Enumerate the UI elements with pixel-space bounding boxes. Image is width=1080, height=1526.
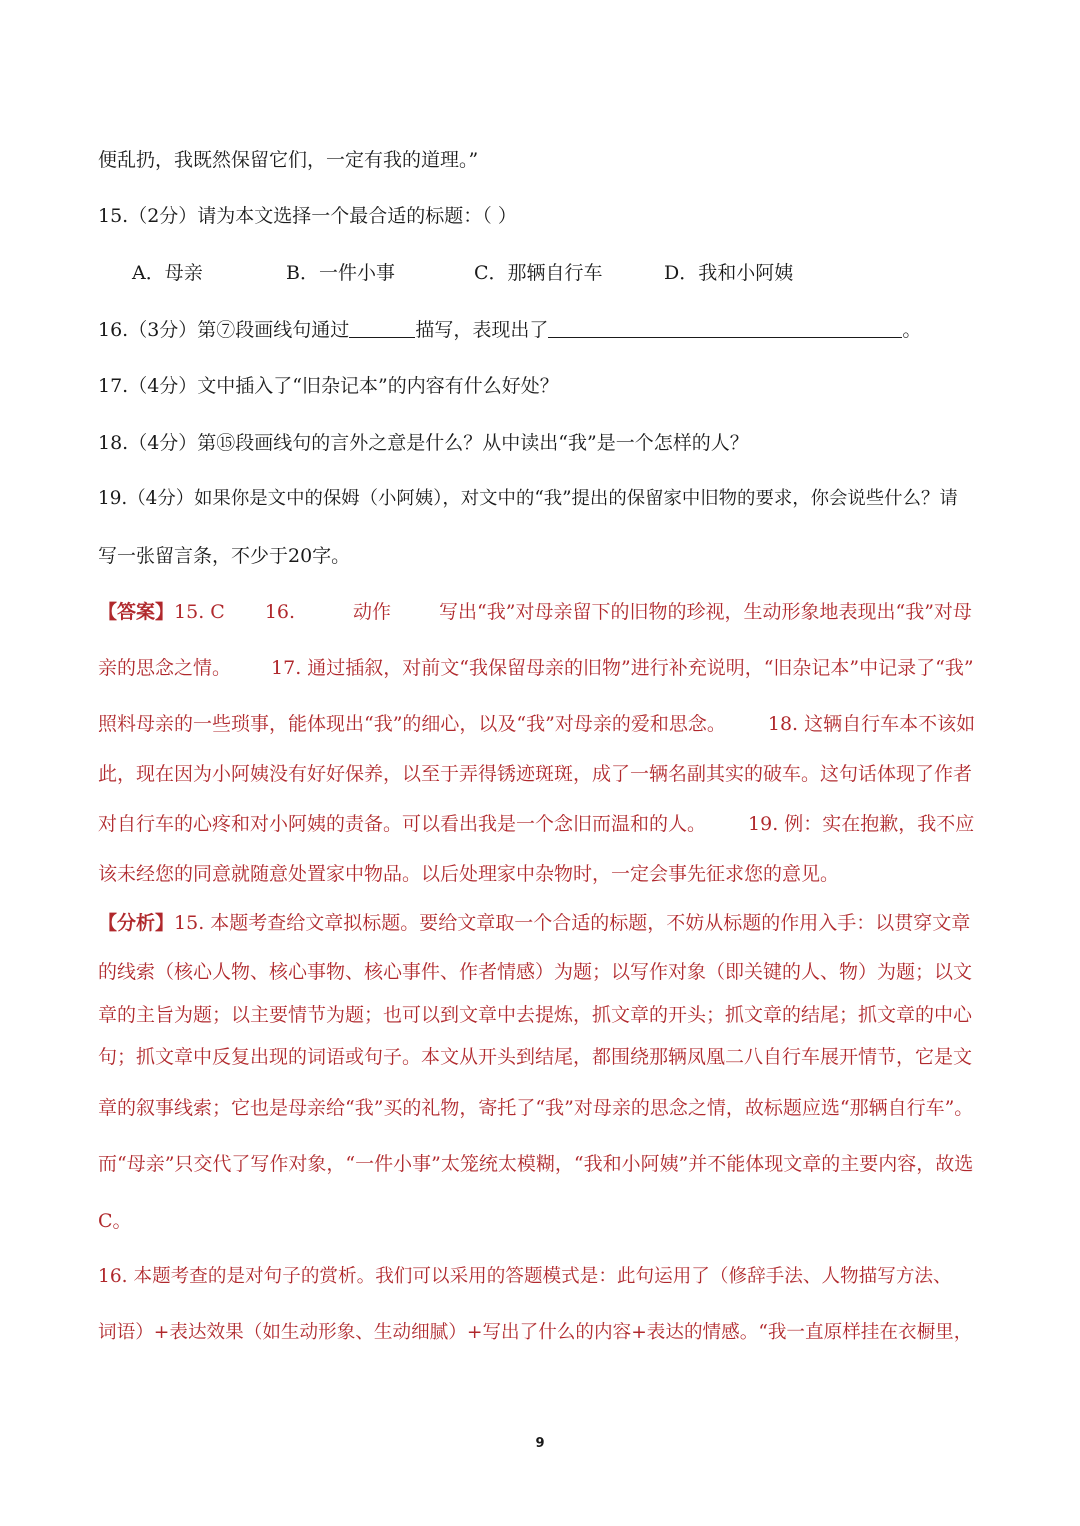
option-d: D．我和小阿姨 (664, 262, 794, 284)
analysis-line-9: 词语）+表达效果（如生动形象、生动细腻）+写出了什么的内容+表达的情感。“我一直原样挂在衣橱里， (98, 1322, 973, 1343)
answer-16-word: 动作 (353, 601, 392, 623)
question-17: 17.（4分）文中插入了“旧杂记本”的内容有什么好处？ (98, 375, 559, 397)
answer-line-2 (98, 656, 982, 680)
analysis-line-6: 而“母亲”只交代了写作对象，“一件小事”太笼统太模糊，“我和小阿姨”并不能体现文章的主要内容，故选 (98, 1153, 974, 1175)
answer-16-number: 16. (264, 601, 296, 623)
answer-tag: 【答案】 (98, 601, 175, 623)
analysis-15-start: 15. 本题考查给文章拟标题。要给文章取一个合适的标题，不妨从标题的作用入手：以贯穿文章 (174, 912, 971, 934)
question-19-line-1: 19.（4分）如果你是文中的保姆（小阿姨），对文中的“我”提出的保留家中旧物的要求，你会说些什么？请 (98, 488, 958, 509)
answer-line-1 (98, 600, 982, 624)
answer-line-3 (98, 712, 982, 736)
answer-17-end: 照料母亲的一些琐事，能体现出“我”的细心，以及“我”对母亲的爱和思念。 (98, 713, 726, 735)
answer-17: 17. 通过插叙，对前文“我保留母亲的旧物”进行补充说明，“旧杂记本”中记录了“我” (271, 657, 974, 679)
option-a: A．母亲 (132, 262, 203, 284)
question-16-part2: 描写，表现出了 (415, 319, 549, 341)
answer-19: 19. 例：实在抱歉，我不应 (748, 813, 975, 835)
analysis-line-2: 的线索（核心人物、核心事物、核心事件、作者情感）为题；以写作对象（即关键的人、物）为题；以文 (98, 961, 973, 983)
option-b: B．一件小事 (286, 262, 395, 284)
question-18: 18.（4分）第⑮段画线句的言外之意是什么？从中读出“我”是一个怎样的人？ (98, 432, 749, 454)
answer-18: 18. 这辆自行车本不该如 (767, 713, 976, 735)
answer-15: 15. C (174, 601, 225, 623)
question-16 (98, 318, 982, 342)
analysis-line-1 (98, 911, 982, 935)
question-19-line-2: 写一张留言条，不少于20字。 (98, 545, 351, 567)
answer-line-5 (98, 812, 982, 836)
answer-16-text: 写出“我”对母亲留下的旧物的珍视，生动形象地表现出“我”对母 (439, 601, 972, 623)
answer-blank-2 (548, 319, 902, 338)
analysis-line-3: 章的主旨为题；以主要情节为题；也可以到文章中去提炼，抓文章的开头；抓文章的结尾；抓文章的中心 (98, 1004, 973, 1026)
analysis-line-7: C。 (98, 1210, 132, 1232)
analysis-line-5: 章的叙事线索；它也是母亲给“我”买的礼物，寄托了“我”对母亲的思念之情，故标题应选“那辆自行车”。 (98, 1097, 974, 1119)
answer-line-4: 此，现在因为小阿姨没有好好保养，以至于弄得锈迹斑斑，成了一辆名副其实的破车。这句话体现了作者 (98, 763, 973, 785)
answer-blank-1 (349, 319, 415, 338)
question-16-part1: 16.（3分）第⑦段画线句通过 (98, 319, 350, 341)
question-15: 15.（2分）请为本文选择一个最合适的标题：（ ） (98, 205, 517, 227)
option-c: C．那辆自行车 (474, 262, 603, 284)
answer-line-6: 该未经您的同意就随意处置家中物品。以后处理家中杂物时，一定会事先征求您的意见。 (98, 863, 840, 885)
continuation-text: 便乱扔，我既然保留它们，一定有我的道理。” (98, 149, 479, 171)
question-16-part3: 。 (902, 319, 922, 341)
answer-18-end: 对自行车的心疼和对小阿姨的责备。可以看出我是一个念旧而温和的人。 (98, 813, 707, 835)
analysis-tag: 【分析】 (98, 912, 175, 934)
analysis-line-4: 句；抓文章中反复出现的词语或句子。本文从开头到结尾，都围绕那辆凤凰二八自行车展开情节，它是文 (98, 1046, 973, 1068)
page-number: 9 (535, 1436, 545, 1451)
question-15-options (98, 261, 982, 285)
answer-16-end: 亲的思念之情。 (98, 657, 232, 679)
analysis-line-8: 16. 本题考查的是对句子的赏析。我们可以采用的答题模式是：此句运用了（修辞手法、人物描写方法、 (98, 1266, 952, 1287)
